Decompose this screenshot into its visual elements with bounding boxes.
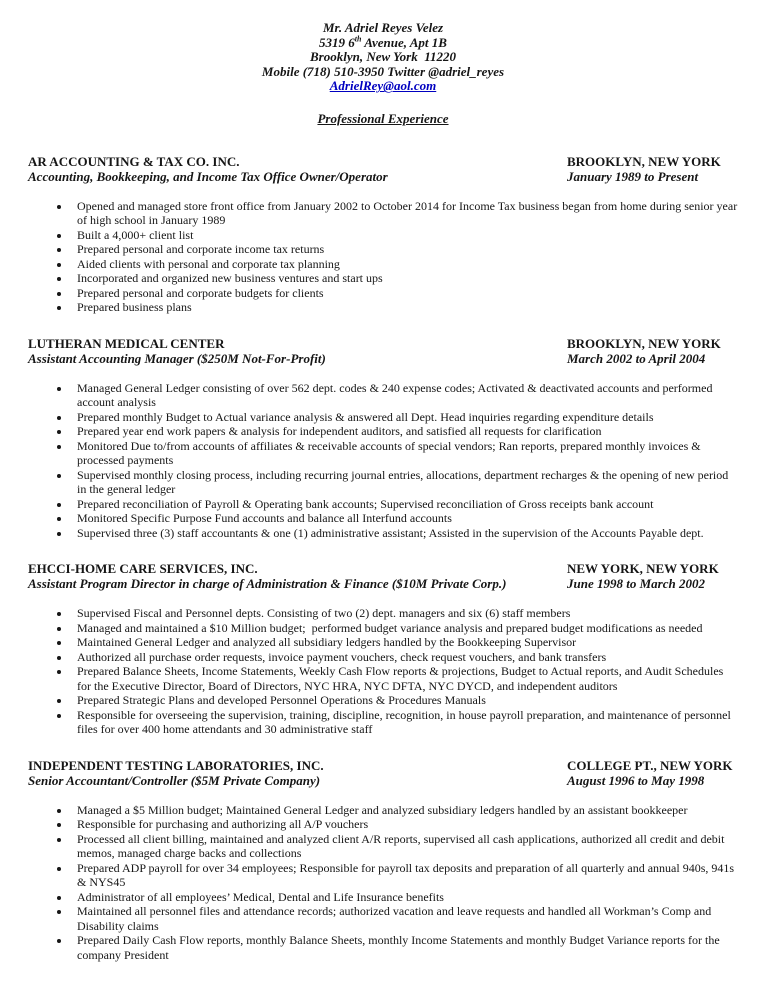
job-title: Assistant Program Director in charge of Administration & Finance ($10M Private Corp.)	[28, 576, 507, 592]
bullet-item: • Processed all client billing, maintained and analyzed client A/R reports, supervised all cash applications, authorized all credit and debit memos, managed charge backs and collections	[71, 832, 738, 861]
job-title: Accounting, Bookkeeping, and Income Tax Office Owner/Operator	[28, 168, 388, 184]
address-street-base: 5319 6	[319, 34, 355, 50]
bullet-item: • Monitored Due to/from accounts of affiliates & receivable accounts of special vendors; Ran reports, prepared monthly invoices & processed payments	[71, 439, 738, 468]
bullet-item: • Prepared Balance Sheets, Income Statements, Weekly Cash Flow reports & projections, Budget to Actual reports, and Audit Schedules for the Executive Director, Board of Directors, NYC HRA, NYC DFTA, NYC DYCD, and independent auditors	[71, 664, 738, 693]
email-link[interactable]: AdrielRey@aol.com	[329, 78, 437, 94]
bullet-item: • Prepared personal and corporate budgets for clients	[71, 286, 738, 301]
bullet-item: • Prepared business plans	[71, 300, 738, 315]
bullet-item: • Prepared Strategic Plans and developed Personnel Operations & Procedures Manuals	[71, 693, 738, 708]
company-location: COLLEGE PT., NEW YORK	[567, 757, 733, 773]
address-street-ordinal: th	[354, 34, 362, 44]
company-name: LUTHERAN MEDICAL CENTER	[28, 335, 225, 351]
job-subtitle-row	[28, 169, 738, 184]
bullet-item: • Built a 4,000+ client list	[71, 228, 738, 243]
job-subtitle-row	[28, 576, 738, 591]
person-name: Mr. Adriel Reyes Velez	[322, 20, 444, 35]
company-location: BROOKLYN, NEW YORK	[567, 153, 721, 169]
section-heading-professional-experience: Professional Experience	[317, 110, 449, 126]
bullet-item: • Monitored Specific Purpose Fund accounts and balance all Interfund accounts	[71, 511, 738, 526]
company-name: INDEPENDENT TESTING LABORATORIES, INC.	[28, 757, 324, 773]
address-street-rest: Avenue, Apt 1B	[361, 34, 447, 50]
contact-line: Mobile (718) 510-3950 Twitter @adriel_reyes	[261, 63, 505, 79]
email-row	[28, 79, 738, 94]
job-bullets	[28, 606, 738, 737]
address-city: Brooklyn, New York 11220	[309, 49, 457, 65]
job-header-row	[28, 154, 738, 169]
job-title: Senior Accountant/Controller ($5M Private Company)	[28, 772, 321, 788]
bullet-item: • Supervised three (3) staff accountants & one (1) administrative assistant; Assisted in the supervision of the Accounts Payable dept.	[71, 526, 738, 541]
company-location: BROOKLYN, NEW YORK	[567, 335, 721, 351]
job-title: Assistant Accounting Manager ($250M Not-For-Profit)	[28, 350, 326, 366]
company-location: NEW YORK, NEW YORK	[567, 561, 719, 577]
job-bullets	[28, 199, 738, 315]
bullet-item: • Authorized all purchase order requests, invoice payment vouchers, check request vouchers, and bank transfers	[71, 650, 738, 665]
job-bullets	[28, 381, 738, 541]
bullet-item: • Prepared monthly Budget to Actual variance analysis & answered all Dept. Head inquiries regarding expenditure details	[71, 410, 738, 425]
bullet-item: • Managed and maintained a $10 Million budget; performed budget variance analysis and prepared budget modifications as needed	[71, 621, 738, 636]
bullet-item: • Managed a $5 Million budget; Maintained General Ledger and analyzed subsidiary ledgers handled by an assistant bookkeeper	[71, 803, 738, 818]
address-street	[28, 36, 738, 51]
job-bullets	[28, 803, 738, 963]
job-subtitle-row	[28, 773, 738, 788]
job-section	[28, 336, 738, 541]
bullet-item: • Maintained all personnel files and attendance records; authorized vacation and leave requests and handled all Workman’s Comp and Disability claims	[71, 904, 738, 933]
bullet-item: • Incorporated and organized new business ventures and start ups	[71, 271, 738, 286]
bullet-item: • Prepared Daily Cash Flow reports, monthly Balance Sheets, monthly Income Statements and monthly Budget Variance reports for the company President	[71, 933, 738, 962]
jobs-container	[28, 154, 738, 963]
job-dates: January 1989 to Present	[567, 168, 699, 184]
job-section	[28, 154, 738, 315]
bullet-item: • Aided clients with personal and corporate tax planning	[71, 257, 738, 272]
job-header-row	[28, 758, 738, 773]
bullet-item: • Prepared ADP payroll for over 34 employees; Responsible for payroll tax deposits and preparation of all quarterly and annual 940s, 941s & NYS45	[71, 861, 738, 890]
bullet-item: • Managed General Ledger consisting of over 562 dept. codes & 240 expense codes; Activated & deactivated accounts and performed account analysis	[71, 381, 738, 410]
bullet-item: • Opened and managed store front office from January 2002 to October 2014 for Income Tax business began from home during senior year of high school in January 1989	[71, 199, 738, 228]
bullet-item: • Prepared reconciliation of Payroll & Operating bank accounts; Supervised reconciliation of Gross receipts bank account	[71, 497, 738, 512]
bullet-item: • Administrator of all employees’ Medical, Dental and Life Insurance benefits	[71, 890, 738, 905]
bullet-item: • Responsible for overseeing the supervision, training, discipline, recognition, in house payroll preparation, and maintenance of personnel files for over 400 home attendants and 30 administrative staff	[71, 708, 738, 737]
bullet-item: • Supervised monthly closing process, including recurring journal entries, allocations, department recharges & the opening of new period in the general ledger	[71, 468, 738, 497]
job-header-row	[28, 561, 738, 576]
bullet-item: • Maintained General Ledger and analyzed all subsidiary ledgers handled by the Bookkeeping Supervisor	[71, 635, 738, 650]
job-dates: March 2002 to April 2004	[567, 350, 706, 366]
job-header-row	[28, 336, 738, 351]
bullet-item: • Responsible for purchasing and authorizing all A/P vouchers	[71, 817, 738, 832]
resume-header	[28, 21, 738, 94]
job-dates: June 1998 to March 2002	[567, 576, 705, 592]
job-dates: August 1996 to May 1998	[567, 772, 705, 788]
job-subtitle-row	[28, 351, 738, 366]
bullet-item: • Prepared year end work papers & analysis for independent auditors, and satisfied all requests for clarification	[71, 424, 738, 439]
job-section	[28, 758, 738, 963]
bullet-item: • Supervised Fiscal and Personnel depts. Consisting of two (2) dept. managers and six (6) staff members	[71, 606, 738, 621]
job-section	[28, 561, 738, 737]
bullet-item: • Prepared personal and corporate income tax returns	[71, 242, 738, 257]
company-name: EHCCI-HOME CARE SERVICES, INC.	[28, 561, 258, 577]
company-name: AR ACCOUNTING & TAX CO. INC.	[28, 153, 240, 169]
